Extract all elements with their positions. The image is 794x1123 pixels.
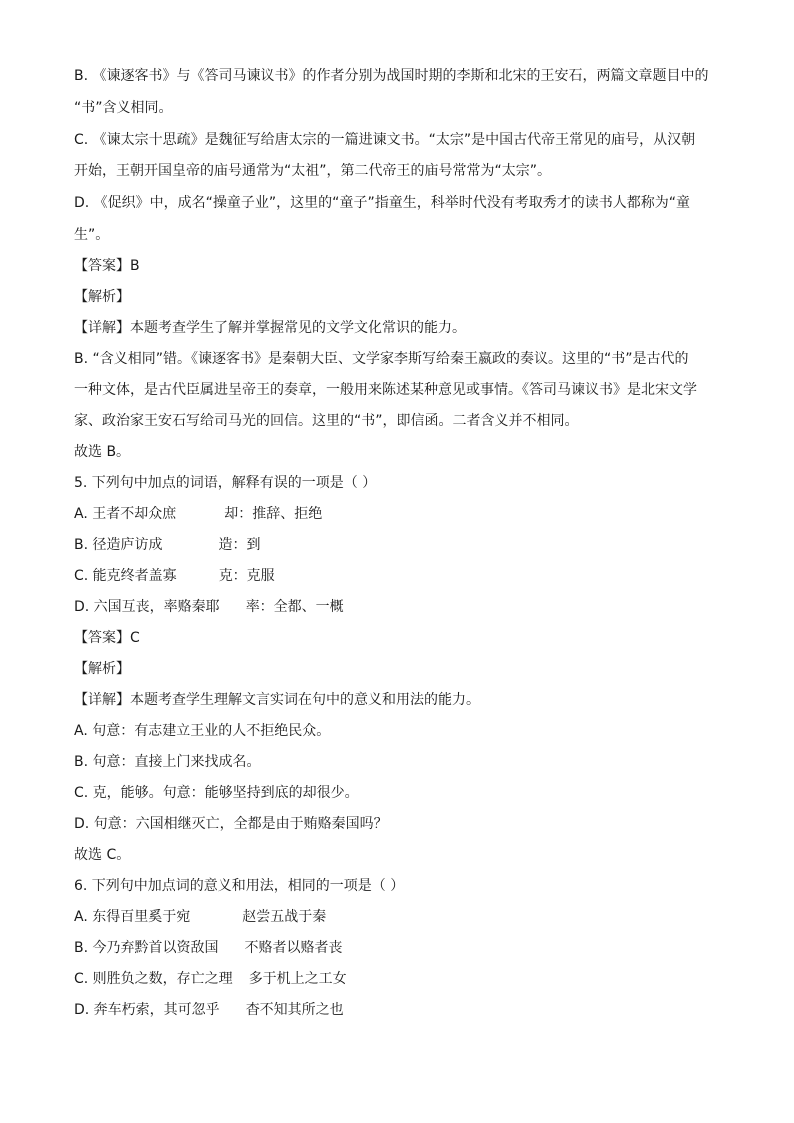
- q5-option-a: [74, 504, 734, 524]
- q6-stem: 6. 下列句中加点词的意义和用法，相同的一项是（ ）: [74, 878, 405, 894]
- q6-option-d-second: 杳不知其所之也: [245, 1002, 344, 1018]
- q6-option-c: [74, 969, 734, 989]
- q4-answer: 【答案】B: [74, 258, 140, 274]
- q6-option-c-first: C. 则胜负之数，存亡之理: [74, 971, 233, 987]
- q5-analysis-heading: 【解析】: [74, 661, 130, 677]
- q5-option-a-gloss: 却：推辞、拒绝: [224, 506, 323, 522]
- q4-analysis-heading: 【解析】: [74, 289, 130, 305]
- q5-option-d: [74, 597, 734, 617]
- q4-explanation-line1: B. “含义相同”错。《谏逐客书》是秦朝大臣、文学家李斯写给秦王嬴政的奏议。这里的“书”是古代的: [74, 351, 689, 367]
- q4-explanation-line2: 一种文体，是古代臣属进呈帝王的奏章，一般用来陈述某种意见或事情。《答司马谏议书》是北宋文学: [74, 382, 697, 398]
- q5-option-a-sentence: A. 王者不却众庶: [74, 506, 177, 522]
- q4-detail: 【详解】本题考查学生了解并掌握常见的文学文化常识的能力。: [74, 320, 466, 336]
- q6-option-a-first: A. 东得百里奚于宛: [74, 909, 191, 925]
- q5-stem: 5. 下列句中加点的词语，解释有误的一项是（ ）: [74, 475, 377, 491]
- q4-option-d-line2: 生”。: [74, 227, 110, 243]
- q5-answer: 【答案】C: [74, 630, 140, 646]
- q5-option-c-gloss: 克：克服: [218, 568, 275, 584]
- q6-option-d: [74, 1000, 734, 1020]
- q4-option-d-line1: D. 《促织》中，成名“操童子业”，这里的“童子”指童生，科举时代没有考取秀才的读书人都称为“童: [74, 195, 690, 211]
- q6-option-b-second: 不赂者以赂者丧: [244, 940, 343, 956]
- q6-option-b-first: B. 今乃弃黔首以资敌国: [74, 940, 219, 956]
- q4-option-c-line2: 开始，王朝开国皇帝的庙号通常为“太祖”，第二代帝王的庙号常常为“太宗”。: [74, 163, 552, 179]
- q5-option-b: [74, 535, 734, 555]
- q5-option-c: [74, 566, 734, 586]
- q6-option-d-first: D. 奔车朽索，其可忽乎: [74, 1002, 220, 1018]
- q4-choose: 故选 B。: [74, 444, 131, 460]
- q4-option-b-line2: “书”含义相同。: [74, 100, 173, 116]
- q6-option-b: [74, 938, 734, 958]
- q4-option-c-line1: C. 《谏太宗十思疏》是魏征写给唐太宗的一篇进谏文书。“太宗”是中国古代帝王常见的庙号，从汉朝: [74, 132, 696, 148]
- q5-detail: 【详解】本题考查学生理解文言实词在句中的意义和用法的能力。: [74, 692, 480, 708]
- q5-option-b-sentence: B. 径造庐访成: [74, 537, 163, 553]
- q5-explanation-d: D. 句意：六国相继灭亡，全都是由于贿赂秦国吗？: [74, 816, 388, 832]
- q6-option-a: [74, 907, 734, 927]
- q5-explanation-c: C. 克，能够。句意：能够坚持到底的却很少。: [74, 785, 359, 801]
- q5-choose: 故选 C。: [74, 847, 131, 863]
- q6-option-a-second: 赵尝五战于秦: [242, 909, 327, 925]
- q5-explanation-a: A. 句意：有志建立王业的人不拒绝民众。: [74, 723, 331, 739]
- q5-option-b-gloss: 造：到: [218, 537, 261, 553]
- q4-explanation-line3: 家、政治家王安石写给司马光的回信。这里的“书”，即信函。二者含义并不相同。: [74, 413, 579, 429]
- q6-option-c-second: 多于机上之工女: [248, 971, 347, 987]
- q5-option-c-sentence: C. 能克终者盖寡: [74, 568, 177, 584]
- q4-option-b-line1: B. 《谏逐客书》与《答司马谏议书》的作者分别为战国时期的李斯和北宋的王安石，两篇文章题目中的: [74, 68, 709, 84]
- q5-explanation-b: B. 句意：直接上门来找成名。: [74, 754, 261, 770]
- q5-option-d-sentence: D. 六国互丧，率赂秦耶: [74, 599, 220, 615]
- q5-option-d-gloss: 率：全都、一概: [245, 599, 344, 615]
